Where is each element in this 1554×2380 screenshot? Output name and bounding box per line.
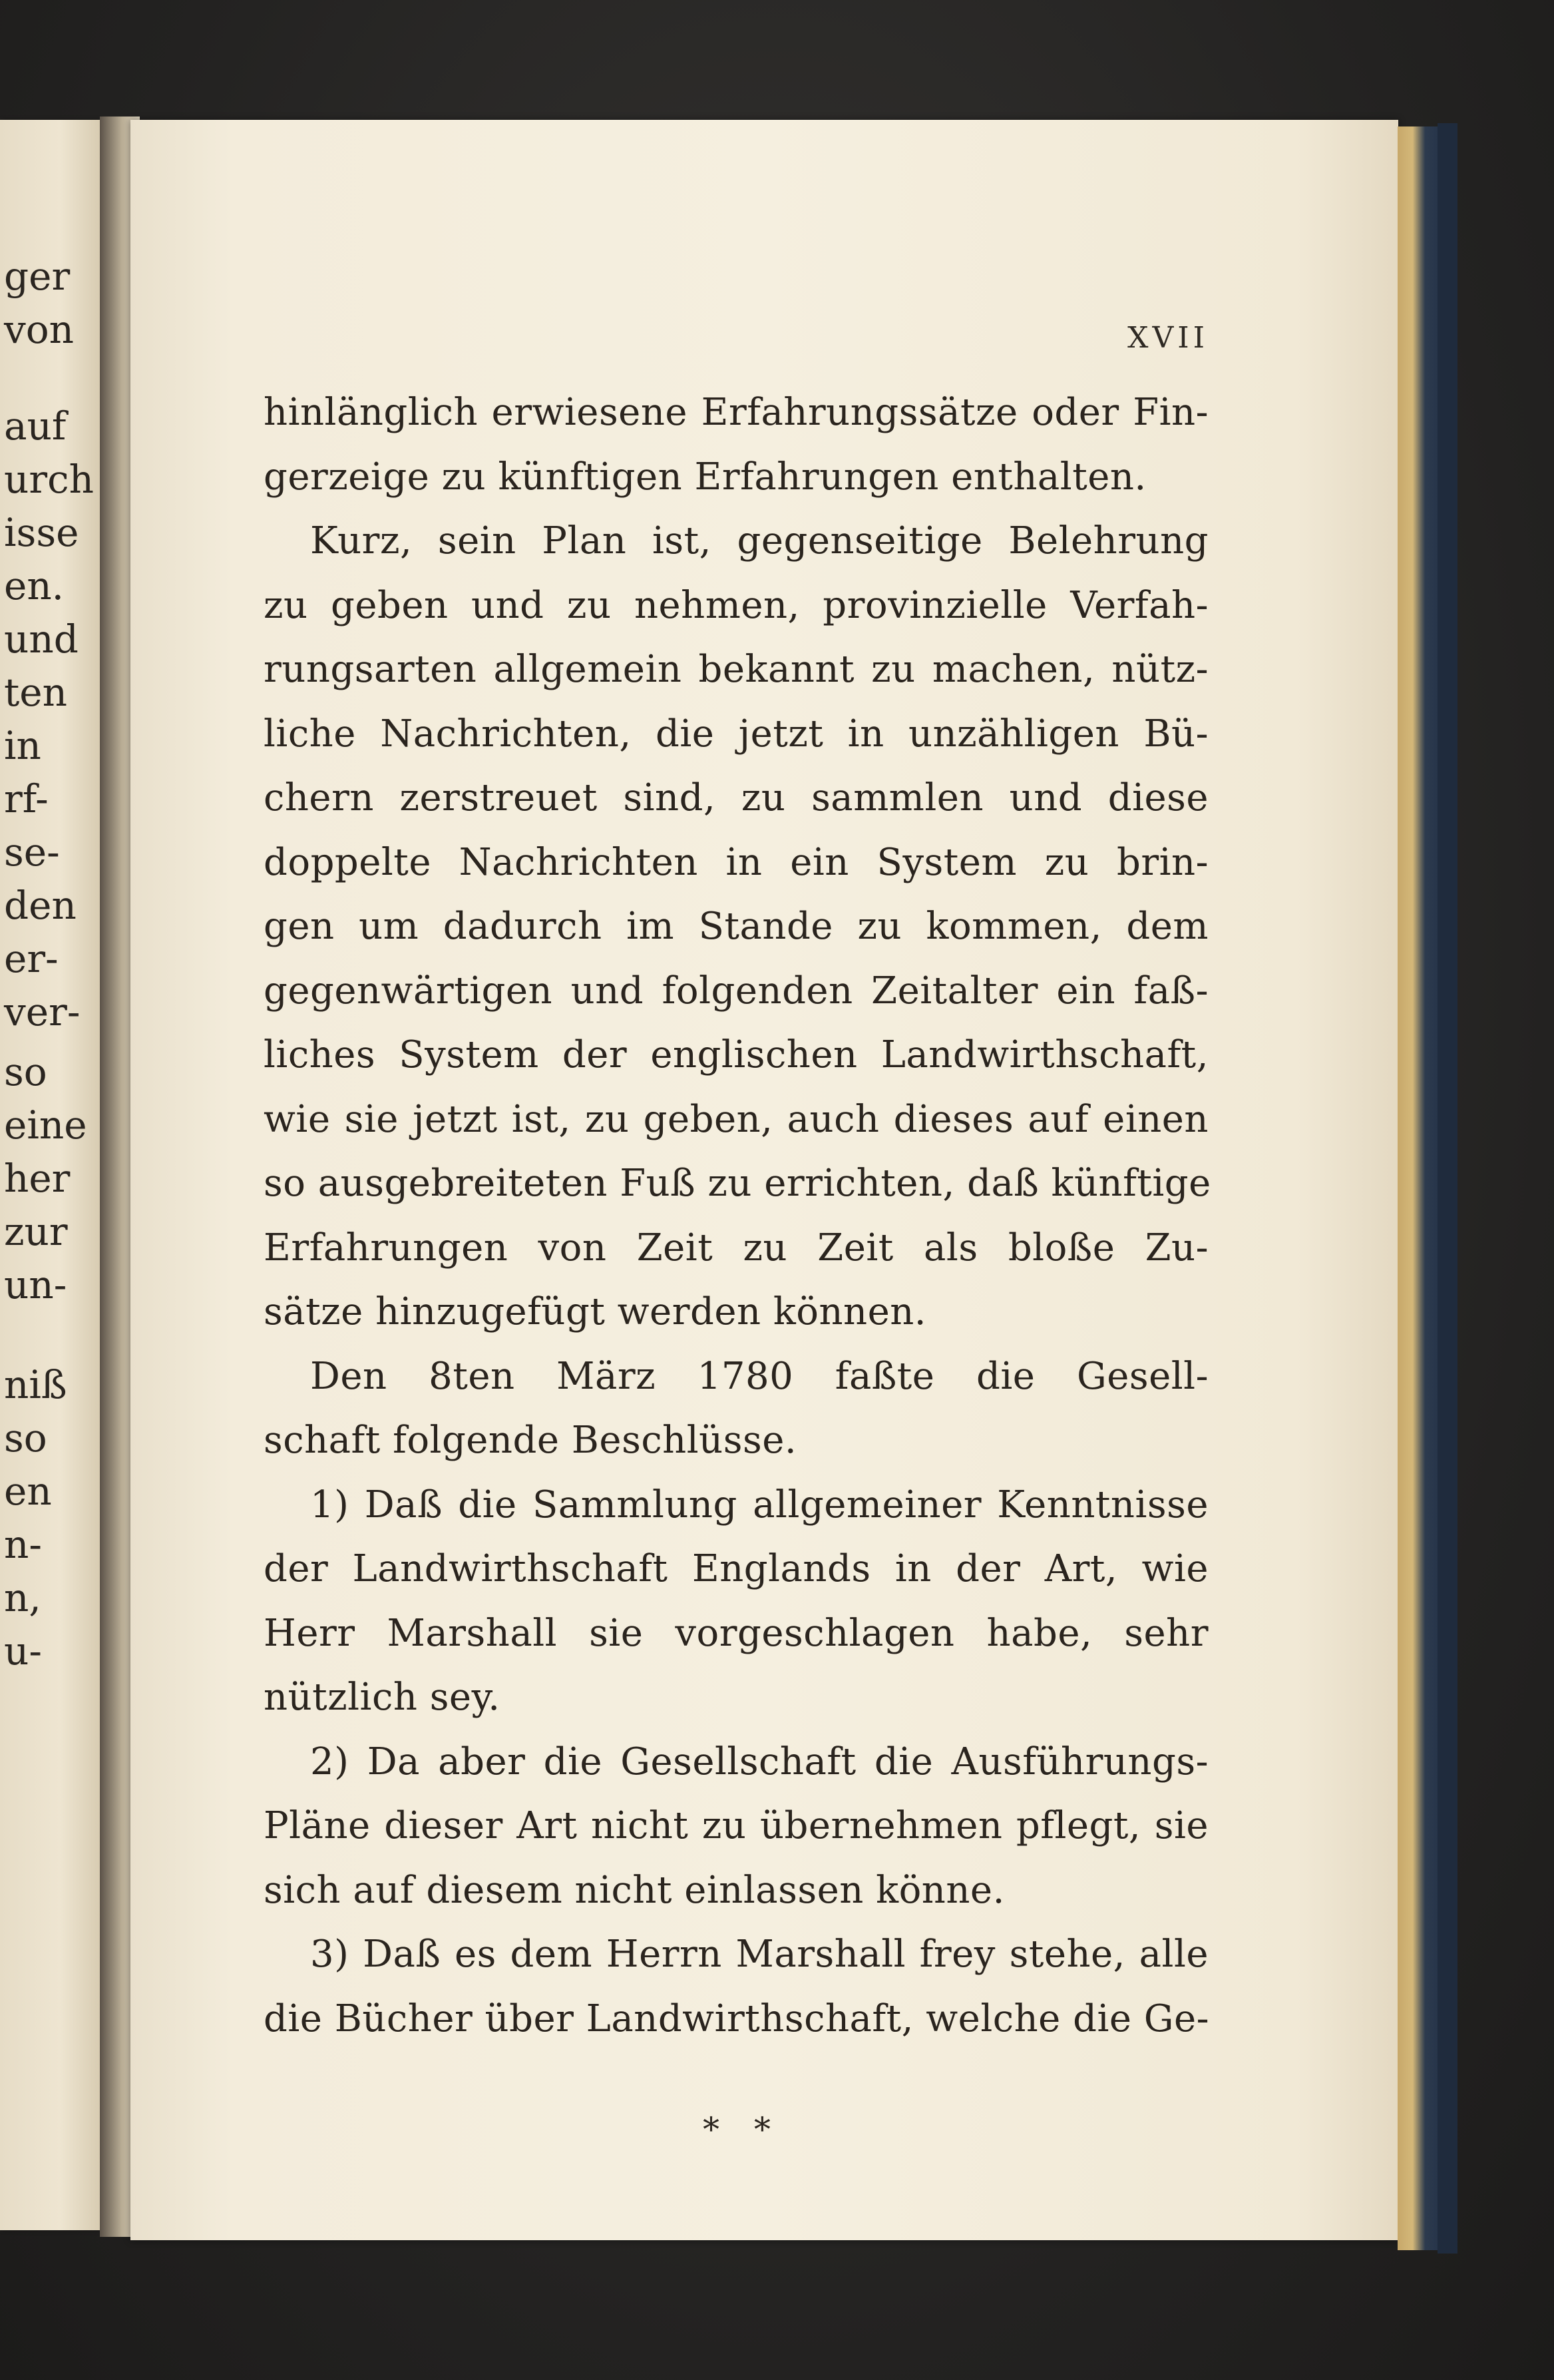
text-line: rungsarten allgemein bekannt zu machen, nütz- bbox=[264, 648, 1209, 691]
fragment-text: u- bbox=[4, 1628, 42, 1674]
text-line: Herr Marshall sie vorgeschlagen habe, sehr bbox=[264, 1611, 1209, 1655]
fragment-text: von bbox=[4, 307, 75, 352]
text-line: gegenwärtigen und folgenden Zeitalter ein faß- bbox=[264, 969, 1209, 1013]
text-line: Pläne dieser Art nicht zu übernehmen pflegt, sie bbox=[264, 1804, 1209, 1847]
page-text bbox=[130, 120, 1398, 2240]
fragment-text: eine bbox=[4, 1102, 87, 1148]
fragment-text: rf- bbox=[4, 776, 49, 822]
previous-page-edge bbox=[0, 120, 100, 2230]
fragment-text: urch bbox=[4, 457, 94, 502]
book-cover-spine bbox=[1438, 123, 1457, 2254]
fragment-text: en. bbox=[4, 563, 65, 608]
text-line: so ausgebreiteten Fuß zu errichten, daß künftige bbox=[264, 1162, 1211, 1205]
text-line: doppelte Nachrichten in ein System zu brin- bbox=[264, 840, 1209, 884]
text-line: liche Nachrichten, die jetzt in unzähligen Bü- bbox=[264, 712, 1209, 756]
text-line: nützlich sey. bbox=[264, 1676, 500, 1719]
text-line: zu geben und zu nehmen, provinzielle Verfah- bbox=[264, 583, 1209, 627]
fragment-text: se- bbox=[4, 830, 60, 875]
text-line: Den 8ten März 1780 faßte die Gesell- bbox=[310, 1354, 1209, 1398]
text-line: 1) Daß die Sammlung allgemeiner Kenntnisse bbox=[310, 1483, 1209, 1527]
fragment-text: un- bbox=[4, 1262, 67, 1308]
fragment-text: und bbox=[4, 616, 79, 662]
fragment-text: n, bbox=[4, 1575, 41, 1620]
fragment-text: ten bbox=[4, 670, 67, 715]
text-line: schaft folgende Beschlüsse. bbox=[264, 1419, 797, 1462]
page-number: XVII bbox=[1127, 321, 1209, 355]
text-line: liches System der englischen Landwirthschaft, bbox=[264, 1033, 1209, 1076]
fragment-text: den bbox=[4, 883, 77, 928]
fragment-text: ger bbox=[4, 254, 71, 299]
fragment-text: auf bbox=[4, 403, 67, 449]
fragment-text: zur bbox=[4, 1209, 68, 1254]
text-line: sich auf diesem nicht einlassen könne. bbox=[264, 1868, 1005, 1912]
fragment-text: niß bbox=[4, 1362, 67, 1407]
text-line: Erfahrungen von Zeit zu Zeit als bloße Zu- bbox=[264, 1226, 1209, 1270]
fragment-text: her bbox=[4, 1156, 71, 1201]
text-line: chern zerstreuet sind, zu sammlen und diese bbox=[264, 776, 1209, 820]
text-line: Kurz, sein Plan ist, gegenseitige Belehrung bbox=[310, 519, 1209, 563]
fragment-text: er- bbox=[4, 936, 59, 981]
text-line: die Bücher über Landwirthschaft, welche die Ge- bbox=[264, 1997, 1210, 2040]
text-line: 3) Daß es dem Herrn Marshall frey stehe, alle bbox=[310, 1933, 1209, 1976]
fragment-text: en bbox=[4, 1469, 52, 1514]
text-line: 2) Da aber die Gesellschaft die Ausführungs- bbox=[310, 1740, 1209, 1784]
text-line: gerzeige zu künftigen Erfahrungen enthalten. bbox=[264, 455, 1147, 499]
text-line: sätze hinzugefügt werden können. bbox=[264, 1290, 927, 1333]
fragment-text: so bbox=[4, 1049, 47, 1094]
text-line: hinlänglich erwiesene Erfahrungssätze oder Fin- bbox=[264, 391, 1209, 434]
book-page bbox=[130, 120, 1398, 2240]
fragment-text: isse bbox=[4, 510, 79, 555]
fragment-text: n- bbox=[4, 1522, 42, 1567]
fragment-text: ver- bbox=[4, 989, 81, 1035]
signature-mark: * * bbox=[703, 2110, 783, 2149]
text-line: der Landwirthschaft Englands in der Art, wie bbox=[264, 1547, 1209, 1590]
fragment-text: so bbox=[4, 1415, 47, 1461]
previous-page-text-fragments bbox=[4, 120, 94, 2230]
text-line: gen um dadurch im Stande zu kommen, dem bbox=[264, 905, 1209, 948]
fragment-text: in bbox=[4, 723, 41, 768]
text-line: wie sie jetzt ist, zu geben, auch dieses auf einen bbox=[264, 1097, 1209, 1141]
